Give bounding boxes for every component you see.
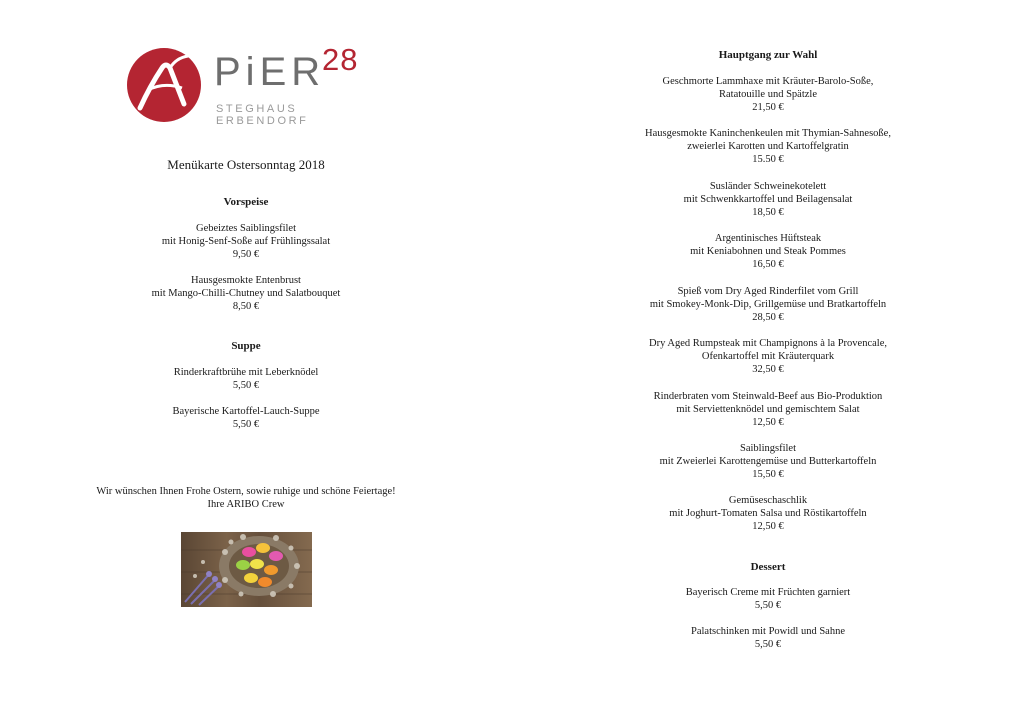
- item-name: Geschmorte Lammhaxe mit Kräuter-Barolo-Soße,: [662, 76, 874, 87]
- item-description: mit Keniabohnen und Steak Pommes: [690, 246, 846, 257]
- item-name: Hausgesmokte Kaninchenkeulen mit Thymian-Sahnesoße,: [645, 128, 891, 139]
- menu-item: [618, 127, 918, 166]
- menu-item: [618, 586, 918, 612]
- item-name: Saiblingsfilet: [740, 443, 796, 454]
- item-name: Susländer Schweinekotelett: [709, 181, 827, 192]
- item-price: 5,50 €: [232, 419, 260, 430]
- section-heading-vorspeise: Vorspeise: [223, 196, 269, 208]
- menu-item: [618, 625, 918, 651]
- item-name: Gebeiztes Saiblingsfilet: [195, 223, 297, 234]
- item-description: mit Zweierlei Karottengemüse und Butterkartoffeln: [659, 456, 877, 467]
- item-price: 12,50 €: [752, 521, 784, 532]
- item-description: mit Joghurt-Tomaten Salsa und Röstikartoffeln: [669, 508, 867, 519]
- menu-item: [96, 274, 396, 313]
- menu-item: [618, 337, 918, 376]
- menu-item: [96, 222, 396, 261]
- section-heading-suppe: Suppe: [231, 340, 261, 352]
- menu-item: [96, 405, 396, 431]
- item-name: Palatschinken mit Powidl und Sahne: [691, 626, 845, 637]
- item-price: 8,50 €: [232, 301, 260, 312]
- item-price: 32,50 €: [752, 364, 784, 375]
- logo-wordmark: PiER: [214, 50, 326, 94]
- item-price: 16,50 €: [752, 259, 784, 270]
- item-name: Argentinisches Hüftsteak: [714, 233, 822, 244]
- item-price: 9,50 €: [232, 249, 260, 260]
- item-name: Bayerisch Creme mit Früchten garniert: [685, 587, 851, 598]
- item-description: mit Mango-Chilli-Chutney und Salatbouquet: [151, 288, 341, 299]
- item-description: mit Honig-Senf-Soße auf Frühlingssalat: [161, 236, 331, 247]
- section-heading-dessert: Dessert: [750, 561, 786, 573]
- item-price: 12,50 €: [752, 417, 784, 428]
- item-name: Rinderkraftbrühe mit Leberknödel: [173, 367, 319, 378]
- item-description: zweierlei Karotten und Kartoffelgratin: [687, 141, 849, 152]
- menu-title: Menükarte Ostersonntag 2018: [167, 157, 325, 172]
- item-name: Gemüseschaschlik: [728, 495, 808, 506]
- logo-subtitle: STEGHAUS ERBENDORF: [216, 103, 309, 127]
- item-price: 15.50 €: [752, 154, 784, 165]
- item-description: Ofenkartoffel mit Kräuterquark: [701, 351, 835, 362]
- item-name: Hausgesmokte Entenbrust: [191, 275, 301, 286]
- menu-item: [618, 390, 918, 429]
- item-price: 5,50 €: [232, 380, 260, 391]
- menu-item: [618, 285, 918, 324]
- item-name: Rinderbraten vom Steinwald-Beef aus Bio-Produktion: [653, 391, 883, 402]
- item-name: Dry Aged Rumpsteak mit Champignons à la Provencale,: [649, 338, 887, 349]
- logo-emblem: [126, 46, 206, 124]
- section-heading-hauptgang: Hauptgang zur Wahl: [718, 49, 818, 61]
- menu-item: [96, 366, 396, 392]
- logo-number: 28: [322, 42, 359, 77]
- item-price: 5,50 €: [754, 639, 782, 650]
- restaurant-logo: [126, 42, 371, 127]
- item-name: Bayerische Kartoffel-Lauch-Suppe: [172, 406, 320, 417]
- menu-item: [618, 494, 918, 533]
- menu-item: [618, 442, 918, 481]
- greeting-text: Wir wünschen Ihnen Frohe Ostern, sowie ruhige und schöne Feiertage!: [96, 486, 396, 497]
- menu-item: [618, 180, 918, 219]
- menu-item: [618, 75, 918, 114]
- item-description: mit Serviettenknödel und gemischtem Salat: [676, 404, 860, 415]
- greeting-signature: Ihre ARIBO Crew: [207, 499, 285, 510]
- item-price: 21,50 €: [752, 102, 784, 113]
- greeting: [96, 485, 396, 511]
- item-price: 18,50 €: [752, 207, 784, 218]
- item-description: mit Smokey-Monk-Dip, Grillgemüse und Bratkartoffeln: [649, 299, 887, 310]
- item-description: Ratatouille und Spätzle: [719, 89, 817, 100]
- easter-eggs-photo: [181, 532, 312, 607]
- item-price: 5,50 €: [754, 600, 782, 611]
- item-price: 28,50 €: [752, 312, 784, 323]
- item-price: 15,50 €: [752, 469, 784, 480]
- menu-item: [618, 232, 918, 271]
- item-name: Spieß vom Dry Aged Rinderfilet vom Grill: [677, 286, 859, 297]
- item-description: mit Schwenkkartoffel und Beilagensalat: [683, 194, 853, 205]
